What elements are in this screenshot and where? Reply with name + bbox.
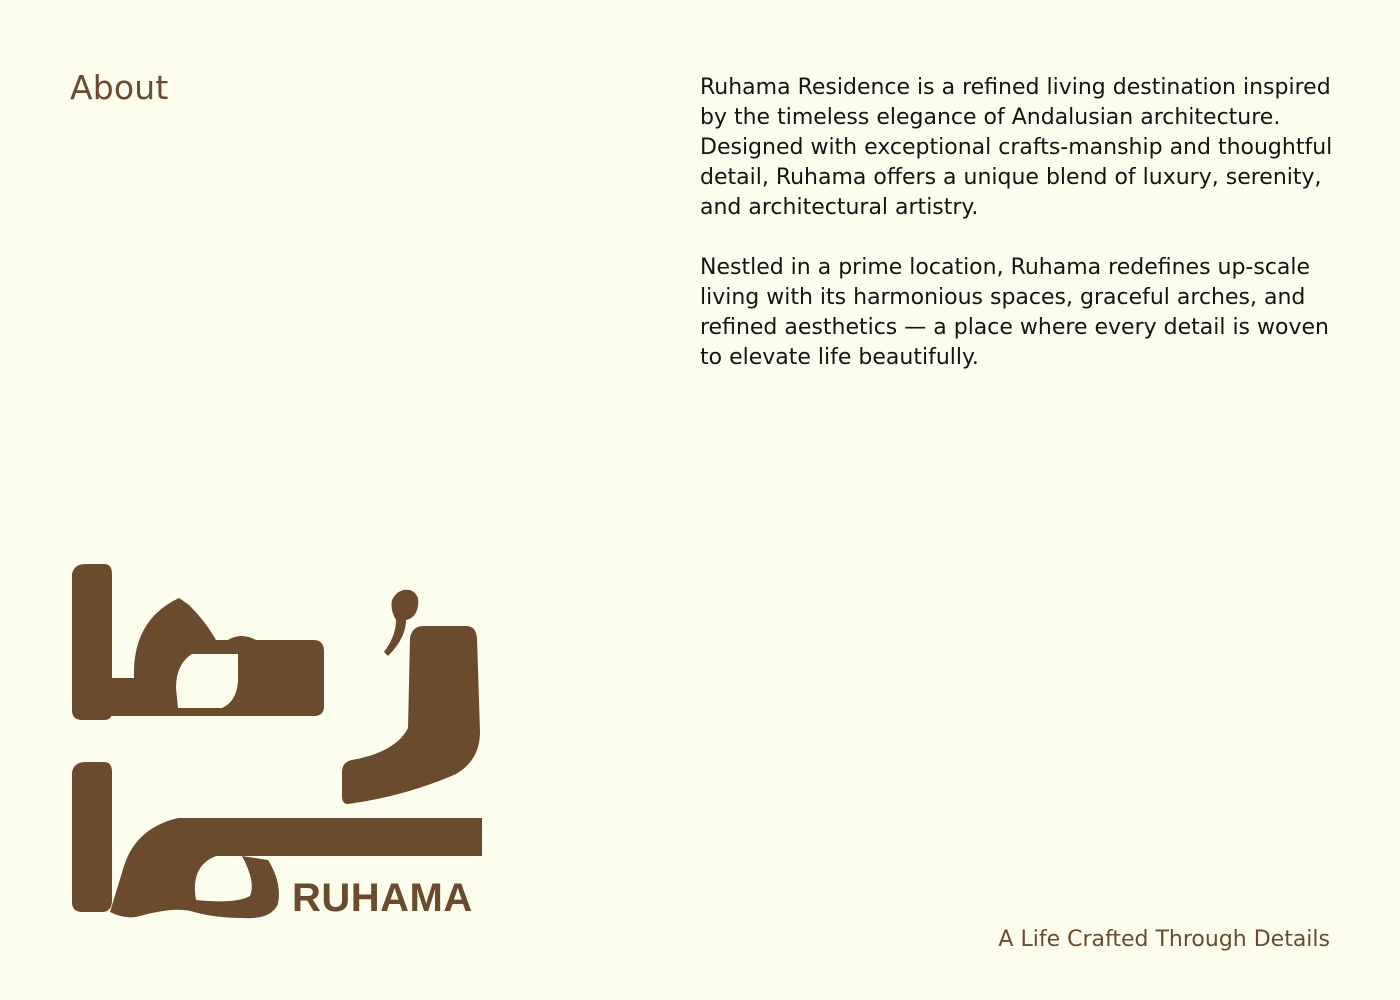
about-paragraph-1: Ruhama Residence is a refined living destination inspired by the timeless elegance of Andalusian architecture. Designed with exceptional crafts-manship and thoughtful detail, Ruhama offers a unique blend of luxury, serenity, and architectural artistry. (700, 75, 1333, 220)
about-paragraph-2: Nestled in a prime location, Ruhama redefines up-scale living with its harmonious spaces, graceful arches, and refined aesthetics — a place where every detail is woven to elevate life beautifully. (700, 255, 1329, 370)
calligraphy-mark (72, 564, 482, 918)
about-body (700, 73, 1340, 403)
ruhama-logo (66, 560, 496, 959)
section-title: About (70, 68, 169, 107)
tagline: A Life Crafted Through Details (998, 927, 1330, 952)
logo-wordmark: RUHAMA (292, 876, 473, 920)
